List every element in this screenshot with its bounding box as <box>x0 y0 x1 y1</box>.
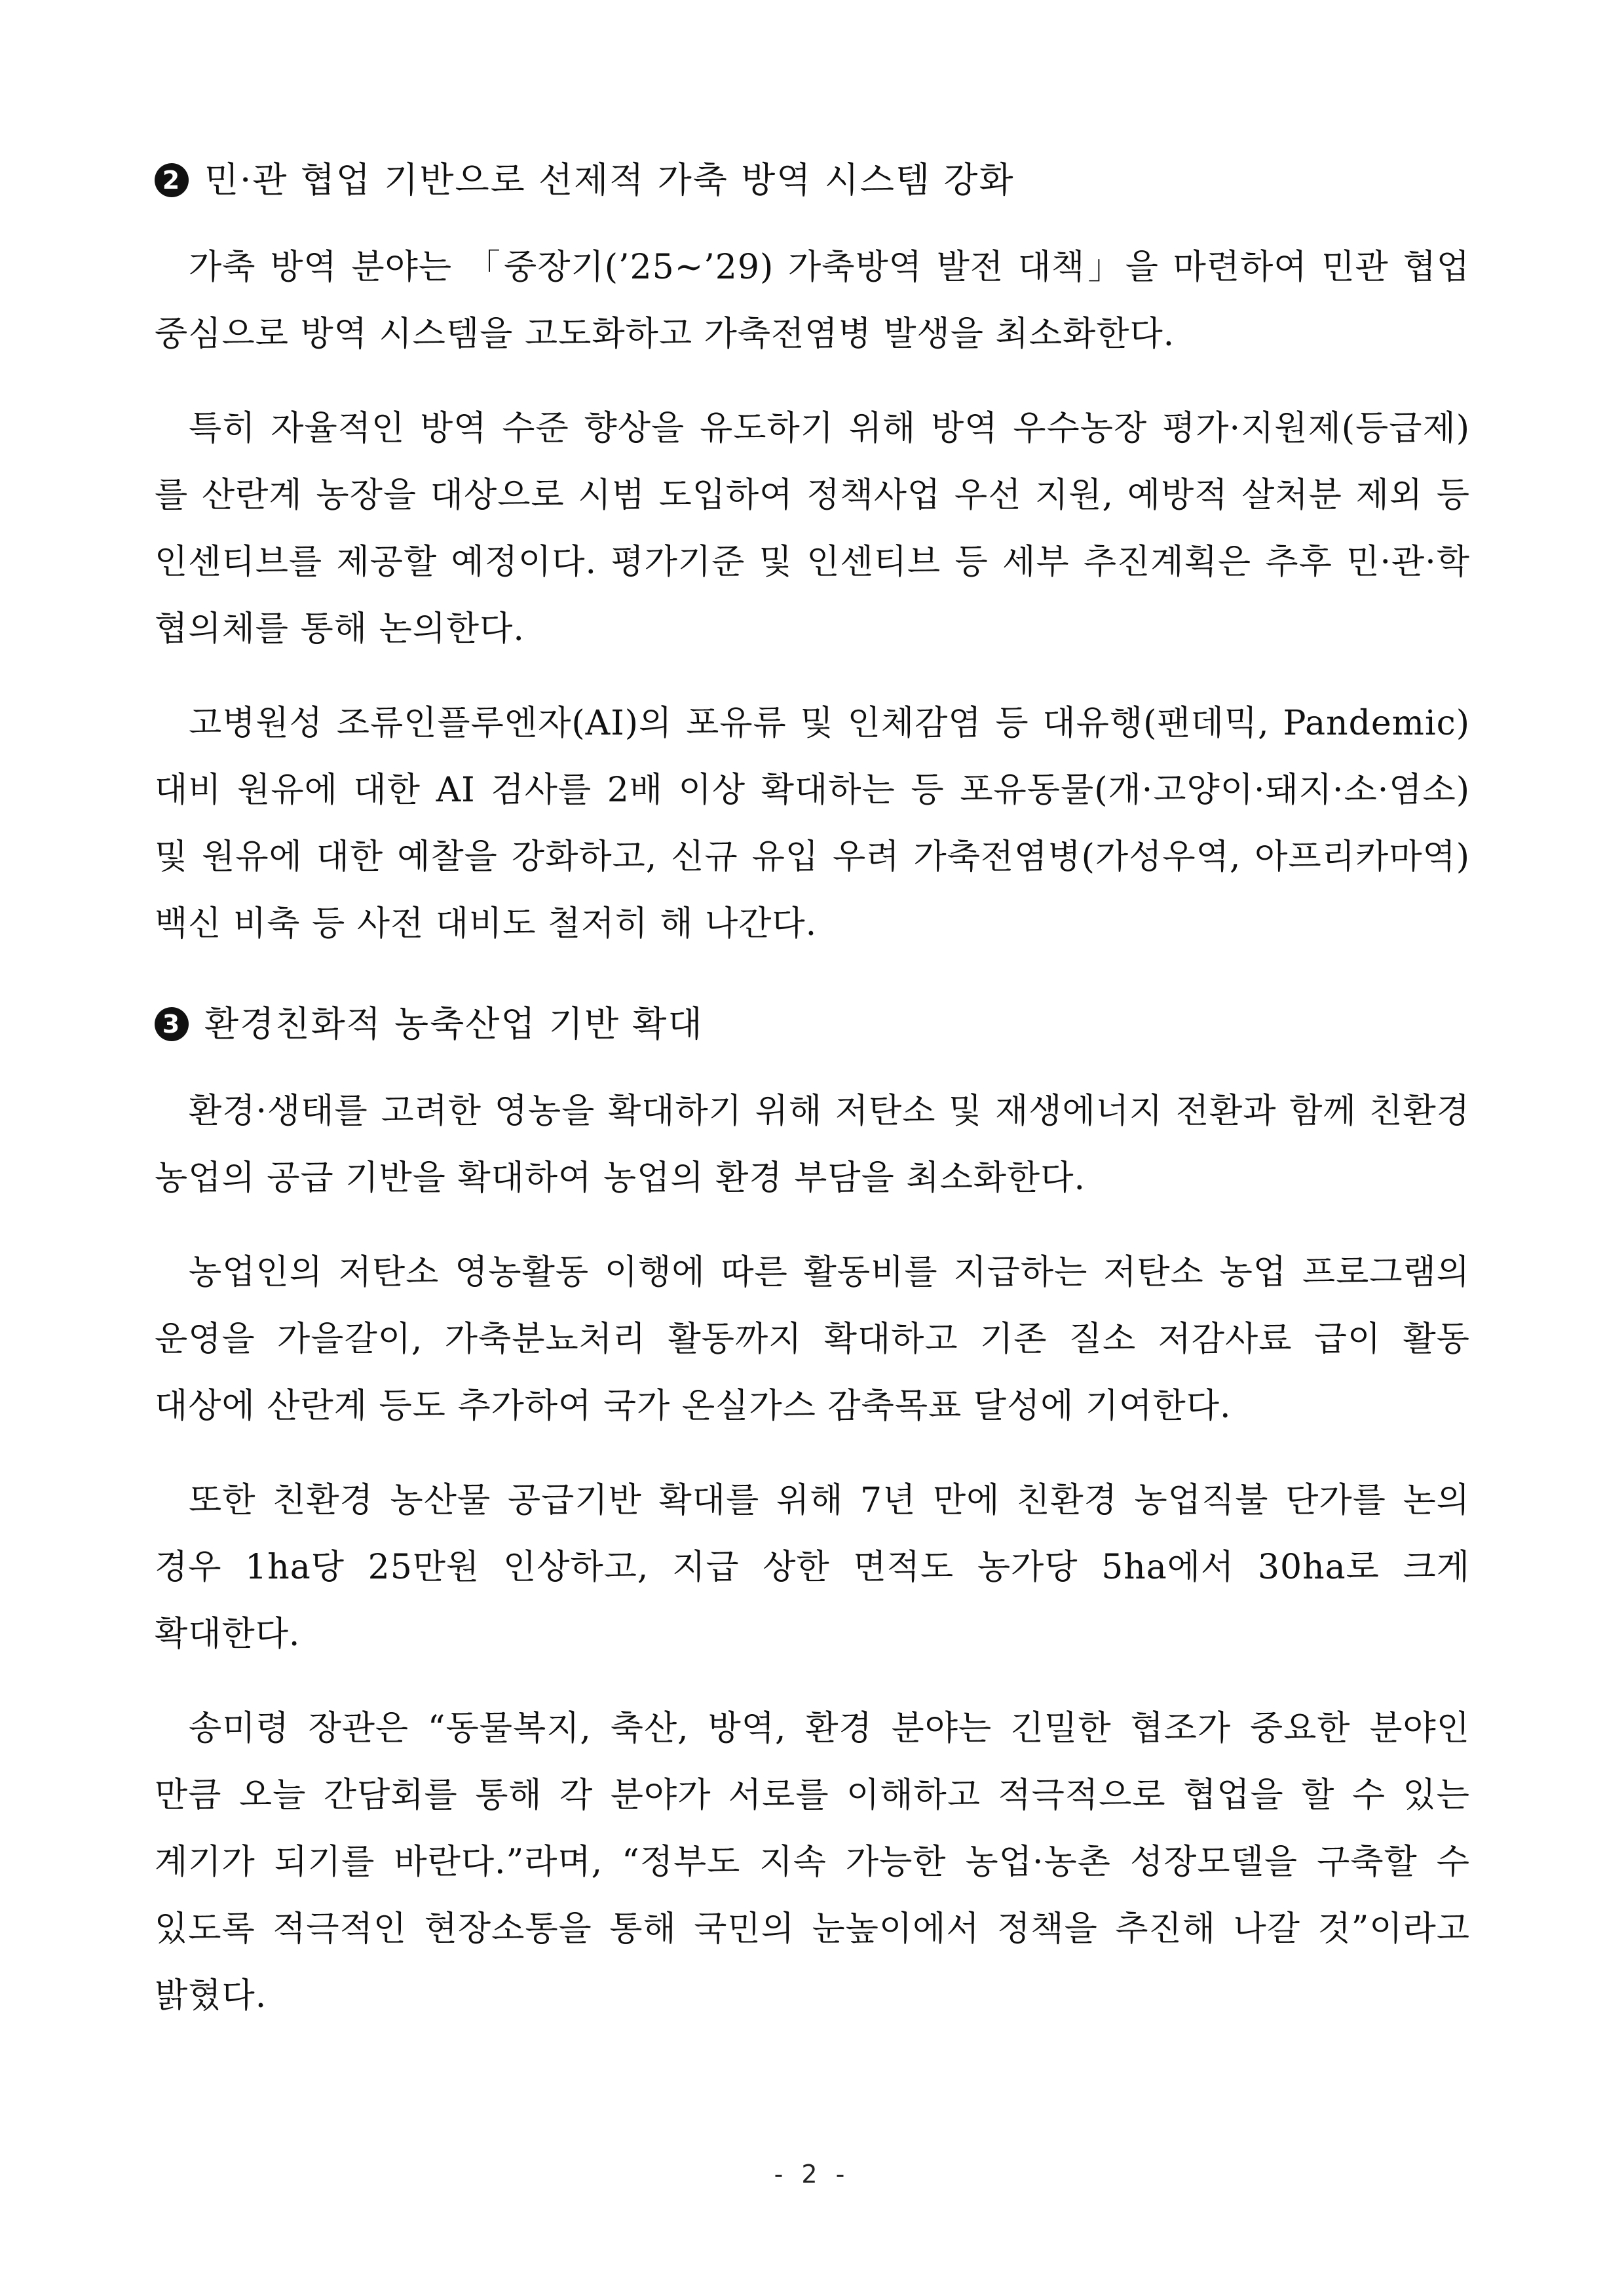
paragraph: 송미령 장관은 “동물복지, 축산, 방역, 환경 분야는 긴밀한 협조가 중요한 분야인 만큼 오늘 간담회를 통해 각 분야가 서로를 이해하고 적극적으로 협업을 할 수 있는 계기가 되기를 바란다.”라며, “정부도 지속 가능한 농업·농촌 성장모델을 구축할 수 있도록 적극적인 현장소통을 통해 국민의 눈높이에서 정책을 추진해 나갈 것”이라고 밝혔다. <box>155 1709 1470 2016</box>
section-heading-2 <box>155 154 1470 206</box>
paragraph: 농업인의 저탄소 영농활동 이행에 따른 활동비를 지급하는 저탄소 농업 프로그램의 운영을 가을갈이, 가축분뇨처리 활동까지 확대하고 기존 질소 저감사료 급이 활동 대상에 산란계 등도 추가하여 국가 온실가스 감축목표 달성에 기여한다. <box>155 1253 1470 1426</box>
section-heading-text: 민·관 협업 기반으로 선제적 가축 방역 시스템 강화 <box>204 159 1015 201</box>
circled-number-3-icon: 3 <box>155 1007 189 1041</box>
paragraph: 또한 친환경 농산물 공급기반 확대를 위해 7년 만에 친환경 농업직불 단가를 논의 경우 1ha당 25만원 인상하고, 지급 상한 면적도 농가당 5ha에서 30ha로 크게 확대한다. <box>155 1481 1470 1654</box>
section-heading-text: 환경친화적 농축산업 기반 확대 <box>204 1003 704 1044</box>
document-body <box>155 154 1470 2029</box>
paragraph: 가축 방역 분야는 「중장기(’25~’29) 가축방역 발전 대책」을 마련하여 민관 협업 중심으로 방역 시스템을 고도화하고 가축전염병 발생을 최소화한다. <box>155 248 1470 354</box>
paragraph: 고병원성 조류인플루엔자(AI)의 포유류 및 인체감염 등 대유행(팬데믹, Pandemic) 대비 원유에 대한 AI 검사를 2배 이상 확대하는 등 포유동물(개·고양이·돼지·소·염소) 및 원유에 대한 예찰을 강화하고, 신규 유입 우려 가축전염병(가성우역, 아프리카마역) 백신 비축 등 사전 대비도 철저히 해 나간다. <box>155 704 1470 944</box>
paragraph: 특히 자율적인 방역 수준 향상을 유도하기 위해 방역 우수농장 평가·지원제(등급제)를 산란계 농장을 대상으로 시범 도입하여 정책사업 우선 지원, 예방적 살처분 제외 등 인센티브를 제공할 예정이다. 평가기준 및 인센티브 등 세부 추진계획은 추후 민·관·학 협의체를 통해 논의한다. <box>155 409 1470 649</box>
paragraph: 환경·생태를 고려한 영농을 확대하기 위해 저탄소 및 재생에너지 전환과 함께 친환경 농업의 공급 기반을 확대하여 농업의 환경 부담을 최소화한다. <box>155 1092 1470 1198</box>
page-number: - 2 - <box>774 2160 850 2189</box>
section-heading-3 <box>155 998 1470 1050</box>
circled-number-2-icon: 2 <box>155 163 189 197</box>
